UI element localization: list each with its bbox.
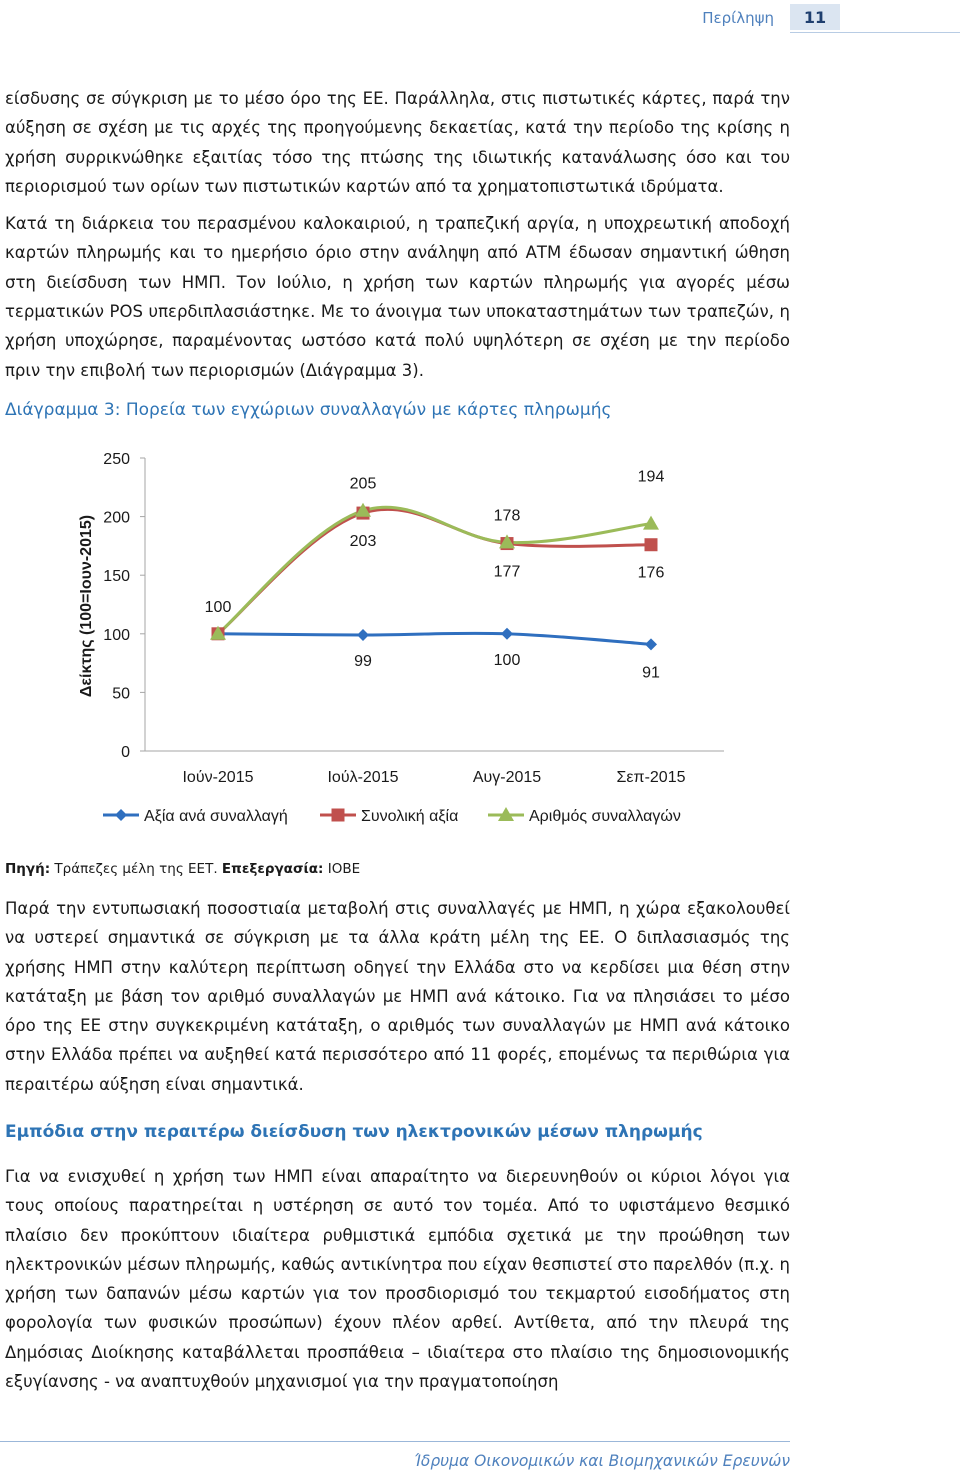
y-tick-label: 200 — [103, 509, 130, 527]
analysis-text — [5, 894, 790, 1099]
section-heading: Εμπόδια στην περαιτέρω διείσδυση των ηλεκτρονικών μέσων πληρωμής — [5, 1122, 703, 1142]
data-point-triangle — [643, 516, 659, 530]
data-label: 205 — [349, 475, 377, 493]
data-point-diamond — [645, 638, 657, 650]
data-label: 100 — [493, 651, 521, 669]
paragraph-2: Κατά τη διάρκεια του περασμένου καλοκαιριού, η τραπεζική αργία, η υποχρεωτική αποδοχή καρτών πληρωμής και το ημερήσιο όριο στην ανάληψη από ΑΤΜ έδωσαν σημαντική ώθηση στη διείσδυση των ΗΜΠ. Τον Ιούλιο, η χρήση των καρτών πληρωμής για αγορές μέσω τερματικών POS υπερδιπλασιάστηκε. Με το άνοιγμα των υποκαταστημάτων των τραπεζών, η χρήση υποχώρησε, παραμένοντας ωστόσο κατά πολύ υψηλότερη σε σχέση με την περίοδο πριν την επιβολή των περιορισμών (Διάγραμμα 3). — [5, 214, 790, 380]
source-text: Τράπεζες μέλη της ΕΕΤ. — [50, 861, 222, 877]
intro-text — [5, 84, 790, 385]
legend-label: Συνολική αξία — [361, 808, 459, 825]
source-note — [5, 861, 360, 877]
y-tick-label: 0 — [121, 744, 130, 761]
header-divider — [790, 32, 960, 33]
series-line-0 — [218, 633, 651, 644]
legend-marker-square — [332, 809, 345, 822]
data-label: 177 — [493, 563, 521, 581]
page-header — [0, 0, 960, 40]
data-label: 176 — [637, 564, 665, 582]
y-axis-title: Δείκτης (100=Ιουν-2015) — [78, 514, 95, 698]
paragraph-1: είσδυσης σε σύγκριση με το μέσο όρο της ΕΕ. Παράλληλα, στις πιστωτικές κάρτες, παρά την αύξηση σε σχέση με τις αρχές της προηγούμενης δεκαετίας, κατά την περίοδο της κρίσης η χρήση συρρικνώθηκε εξαιτίας τόσο της πτώσης της ιδιωτικής κατανάλωσης όσο και του περιορισμού των ορίων των πιστωτικών καρτών από τα χρηματοπιστωτικά ιδρύματα. — [5, 89, 790, 196]
legend-marker-diamond — [115, 809, 127, 821]
source-label: Πηγή: — [5, 861, 51, 877]
x-tick-label: Σεπ-2015 — [616, 769, 686, 786]
x-tick-label: Ιούλ-2015 — [327, 769, 399, 786]
paragraph-3: Παρά την εντυπωσιακή ποσοστιαία μεταβολή στις συναλλαγές με ΗΜΠ, η χώρα εξακολουθεί να υστερεί σημαντικά σε σύγκριση με τα άλλα κράτη μέλη της ΕΕ. Ο διπλασιασμός της χρήσης ΗΜΠ στην καλύτερη περίπτωση οδηγεί την Ελλάδα στο να κερδίσει μια θέση στην κατάταξη με βάση τον αριθμό συναλλαγών με ΗΜΠ ανά κάτοικο. Για να πλησιάσει το μέσο όρο της ΕΕ στην συγκεκριμένη κατάταξη, ο αριθμός των συναλλαγών με ΗΜΠ ανά κάτοικο στην Ελλάδα πρέπει να αυξηθεί κατά περισσότερο από 11 φορές, επομένως τα περιθώρια για περαιτέρω αύξηση είναι σημαντικά. — [5, 899, 790, 1094]
header-title: Περίληψη — [702, 9, 774, 27]
line-chart — [0, 440, 760, 840]
processing-text: ΙΟΒΕ — [323, 861, 361, 877]
x-tick-label: Αυγ-2015 — [472, 769, 542, 786]
figure-title: Διάγραμμα 3: Πορεία των εγχώριων συναλλαγών με κάρτες πληρωμής — [5, 400, 612, 420]
data-point-diamond — [357, 629, 369, 641]
y-tick-label: 250 — [103, 451, 130, 468]
footer-text: Ίδρυμα Οικονομικών και Βιομηχανικών Ερευνών — [414, 1452, 790, 1470]
data-point-square — [645, 538, 658, 551]
y-tick-label: 50 — [112, 685, 130, 703]
page-number: 11 — [790, 4, 840, 30]
y-tick-label: 150 — [103, 568, 130, 586]
paragraph-4: Για να ενισχυθεί η χρήση των ΗΜΠ είναι απαραίτητο να διερευνηθούν οι κύριοι λόγοι για τους οποίους παρατηρείται η υστέρηση σε αυτό τον τομέα. Από το υφιστάμενο θεσμικό πλαίσιο δεν προκύπτουν ιδιαίτερα ρυθμιστικά εμπόδια σχετικά με την προώθηση των ηλεκτρονικών μέσων πληρωμής, καθώς αντικίνητρα που είχαν θεσπιστεί στο παρελθόν (π.χ. η χρήση των δαπανών μέσω καρτών για τον προσδιορισμό του τεκμαρτού εισοδήματος στη φορολογία των φυσικών προσώπων) έχουν πλέον αρθεί. Αντίθετα, από την πλευρά της Δημόσιας Διοίκησης καταβάλλεται προσπάθεια – ιδιαίτερα στο πλαίσιο της δημοσιονομικής εξυγίανσης - να αναπτυχθούν μηχανισμοί για την πραγματοποίηση — [5, 1167, 790, 1392]
processing-label: Επεξεργασία: — [221, 861, 324, 877]
data-label: 178 — [493, 507, 521, 525]
data-point-diamond — [501, 628, 513, 640]
footer-divider — [0, 1441, 790, 1442]
legend-label: Αξία ανά συναλλαγή — [144, 808, 288, 825]
data-label: 91 — [642, 664, 660, 682]
legend-label: Αριθμός συναλλαγών — [529, 808, 681, 825]
data-label: 100 — [204, 598, 232, 616]
data-label: 194 — [637, 468, 665, 486]
x-tick-label: Ιούν-2015 — [182, 769, 254, 786]
series-line-1 — [218, 509, 651, 633]
barriers-text — [5, 1162, 790, 1396]
y-tick-label: 100 — [103, 626, 130, 644]
data-label: 99 — [354, 652, 372, 670]
data-label: 203 — [349, 533, 377, 551]
